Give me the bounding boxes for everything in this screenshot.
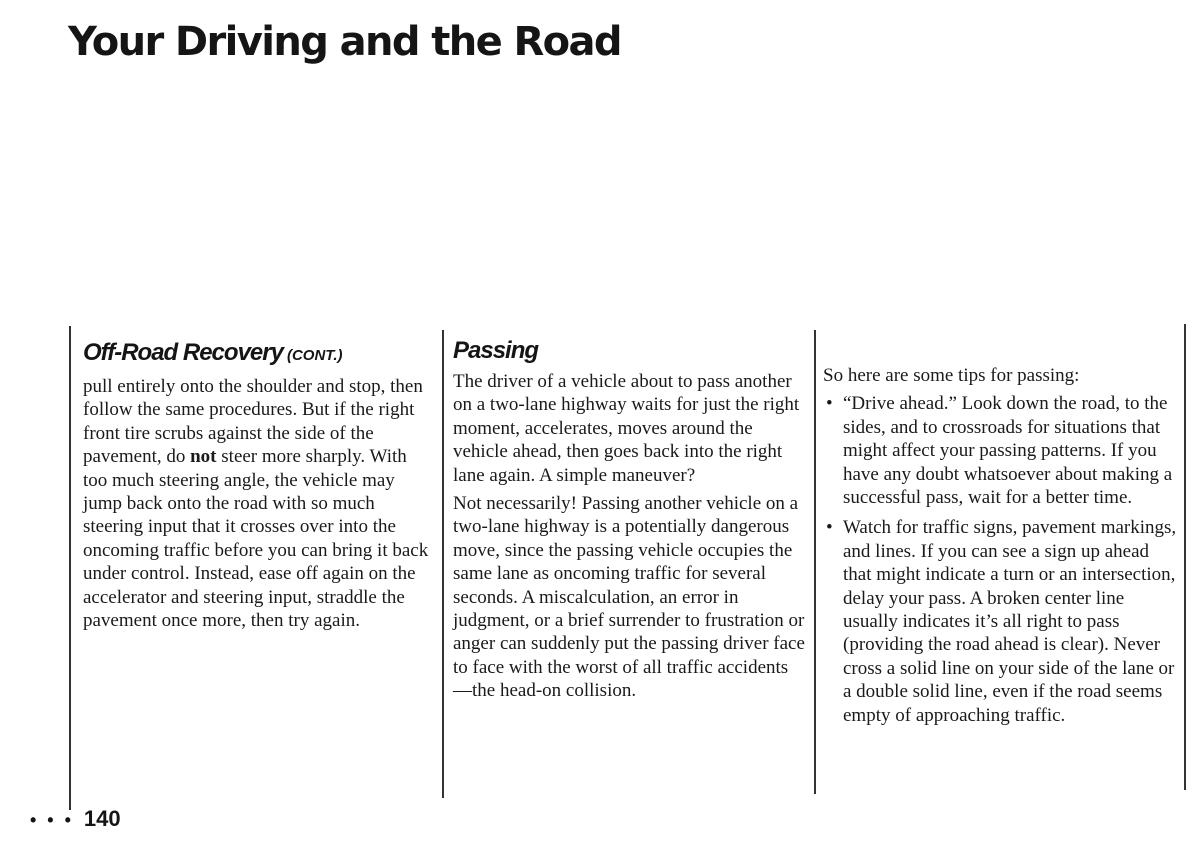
page-footer (30, 806, 121, 832)
column-divider-middle (442, 330, 444, 798)
column-divider-left (69, 326, 71, 810)
tip-item-traffic-signs: • Watch for traffic signs, pavement markings, and lines. If you can see a sign up ahead that might indicate a turn or an intersection, delay your pass. A broken center line usually indicates it’s all right to pass (providing the road ahead is clear). Never cross a solid line on your side of the lane or a double solid line, even if the road seems empty of approaching traffic. (823, 516, 1179, 727)
paragraph-text-continued: steer more sharply. With too much steering angle, the vehicle may jump back onto the road with so much steering input that it crosses over into the oncoming traffic before you can bring it back under control. Instead, ease off again on the accelerator and steering input, straddle the pavement once more, then try again. (83, 446, 429, 632)
column-passing (453, 336, 805, 708)
paragraph-passing-2: Not necessarily! Passing another vehicle on a two-lane highway is a potentially dangerous move, since the passing vehicle occupies the same lane as oncoming traffic for several seconds. A miscalculation, an error in judgment, or a brief surrender to frustration or anger can suddenly put the passing driver face to face with the worst of all traffic accidents—the head-on collision. (453, 493, 805, 702)
paragraph-off-road-recovery (83, 375, 435, 632)
page-title: Your Driving and the Road (68, 19, 621, 65)
heading-continued-label: (CONT.) (286, 347, 343, 364)
tips-list (823, 392, 1179, 727)
tip-item-drive-ahead: • “Drive ahead.” Look down the road, to the sides, and to crossroads for situations that might affect your passing patterns. If you have any doubt whatsoever about making a successful pass, wait for a better time. (823, 392, 1179, 509)
tips-intro: So here are some tips for passing: (823, 365, 1080, 386)
paragraph-passing-1: The driver of a vehicle about to pass another on a two-lane highway waits for just the right moment, accelerates, moves around the vehicle ahead, then goes back into the right lane again. A simple maneuver? (453, 371, 800, 486)
column-divider-right (814, 330, 816, 794)
column-passing-tips (823, 364, 1179, 734)
column-divider-edge (1184, 324, 1186, 790)
section-heading-off-road-recovery (83, 338, 435, 371)
footer-dots: • • • (30, 810, 74, 830)
section-heading-passing: Passing (453, 337, 539, 364)
paragraph-text: pull entirely onto the shoulder and stop, then follow the same procedures. But if the right front tire scrubs against the side of the pavement, do (83, 376, 423, 468)
emphasis-not: not (190, 446, 217, 468)
heading-text: Off-Road Recovery (83, 339, 283, 366)
column-off-road-recovery (83, 338, 435, 637)
page-number: 140 (83, 806, 121, 831)
